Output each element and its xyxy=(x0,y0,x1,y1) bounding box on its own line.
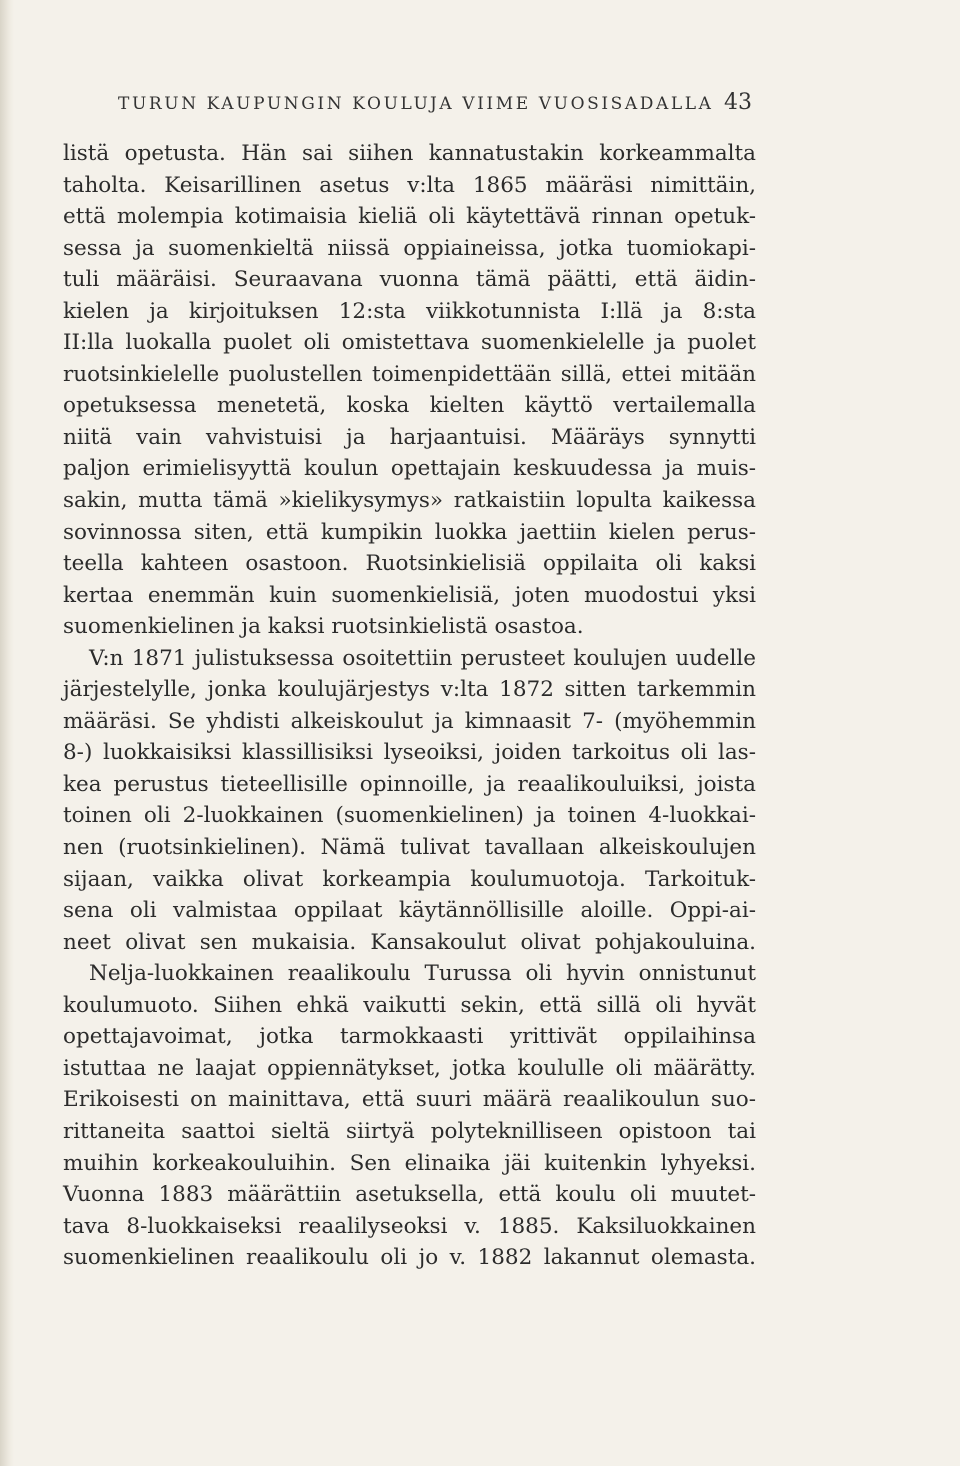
text-line: sessa ja suomenkieltä niissä oppiaineissa, jotka tuomiokapi- xyxy=(63,235,756,261)
text-line: suomenkielinen ja kaksi ruotsinkielistä osastoa. xyxy=(63,614,584,640)
text-line: kielen ja kirjoituksen 12:sta viikkotunnista I:llä ja 8:sta xyxy=(63,298,756,324)
text-line: opettajavoimat, jotka tarmokkaasti yrittivät oppilaihinsa xyxy=(63,1024,756,1050)
text-line: nen (ruotsinkielinen). Nämä tulivat tavallaan alkeiskoulujen xyxy=(63,835,756,861)
text-line: ruotsinkielelle puolustellen toimenpidettään sillä, ettei mitään xyxy=(63,361,756,387)
text-line: 8-) luokkaisiksi klassillisiksi lyseoiksi, joiden tarkoitus oli las- xyxy=(63,740,756,766)
text-line: kertaa enemmän kuin suomenkielisiä, joten muodostui yksi xyxy=(63,582,756,608)
text-line: tuli määräisi. Seuraavana vuonna tämä päätti, että äidin- xyxy=(63,267,756,293)
text-line: muihin korkeakouluihin. Sen elinaika jäi kuitenkin lyhyeksi. xyxy=(63,1150,756,1176)
text-line: sijaan, vaikka olivat korkeampia koulumuotoja. Tarkoituk- xyxy=(63,866,756,892)
text-line: Vuonna 1883 määrättiin asetuksella, että koulu oli muutet- xyxy=(63,1182,756,1208)
text-line: sakin, mutta tämä »kielikysymys» ratkaistiin lopulta kaikessa xyxy=(63,488,756,514)
body-text xyxy=(63,138,756,1274)
text-line: niitä vain vahvistuisi ja harjaantuisi. Määräys synnytti xyxy=(63,424,756,450)
text-line: opetuksessa menetetä, koska kielten käyttö vertailemalla xyxy=(63,393,756,419)
text-line: listä opetusta. Hän sai siihen kannatustakin korkeammalta xyxy=(63,141,756,166)
text-line: Erikoisesti on mainittava, että suuri määrä reaalikoulun suo- xyxy=(63,1087,756,1113)
text-line: tava 8-luokkaiseksi reaalilyseoksi v. 1885. Kaksiluokkainen xyxy=(63,1213,756,1239)
text-line: määräsi. Se yhdisti alkeiskoulut ja kimnaasit 7- (myöhemmin xyxy=(63,708,756,734)
text-line: paljon erimielisyyttä koulun opettajain keskuudessa ja muis- xyxy=(63,456,756,482)
running-head xyxy=(118,92,752,120)
text-line: sena oli valmistaa oppilaat käytännöllisille aloille. Oppi-ai- xyxy=(63,898,756,924)
text-line: rittaneita saattoi sieltä siirtyä polyteknilliseen opistoon tai xyxy=(63,1118,756,1144)
page-number: 43 xyxy=(724,90,752,115)
text-line: sovinnossa siten, että kumpikin luokka jaettiin kielen perus- xyxy=(63,519,756,545)
text-line: että molempia kotimaisia kieliä oli käytettävä rinnan opetuk- xyxy=(63,204,756,230)
running-title: TURUN KAUPUNGIN KOULUJA VIIME VUOSISADALLA xyxy=(118,94,714,114)
text-line: II:lla luokalla puolet oli omistettava suomenkielelle ja puolet xyxy=(63,330,756,356)
text-line: taholta. Keisarillinen asetus v:lta 1865 määräsi nimittäin, xyxy=(63,172,756,198)
text-line: kea perustus tieteellisille opinnoille, ja reaalikouluiksi, joista xyxy=(63,771,756,797)
text-line: teella kahteen osastoon. Ruotsinkielisiä oppilaita oli kaksi xyxy=(63,551,756,577)
text-line: istuttaa ne laajat oppiennätykset, jotka koululle oli määrätty. xyxy=(63,1055,756,1081)
text-line: V:n 1871 julistuksessa osoitettiin perusteet koulujen uudelle xyxy=(89,645,756,671)
text-line: suomenkielinen reaalikoulu oli jo v. 1882 lakannut olemasta. xyxy=(63,1245,756,1271)
text-line: neet olivat sen mukaisia. Kansakoulut olivat pohjakouluina. xyxy=(63,929,756,955)
scan-page-edge xyxy=(0,0,14,1466)
text-line: koulumuoto. Siihen ehkä vaikutti sekin, että sillä oli hyvät xyxy=(63,992,756,1018)
text-line: järjestelylle, jonka koulujärjestys v:lta 1872 sitten tarkemmin xyxy=(63,677,756,703)
text-line: toinen oli 2-luokkainen (suomenkielinen) ja toinen 4-luokkai- xyxy=(63,803,756,829)
text-line: Nelja-luokkainen reaalikoulu Turussa oli hyvin onnistunut xyxy=(89,961,756,987)
